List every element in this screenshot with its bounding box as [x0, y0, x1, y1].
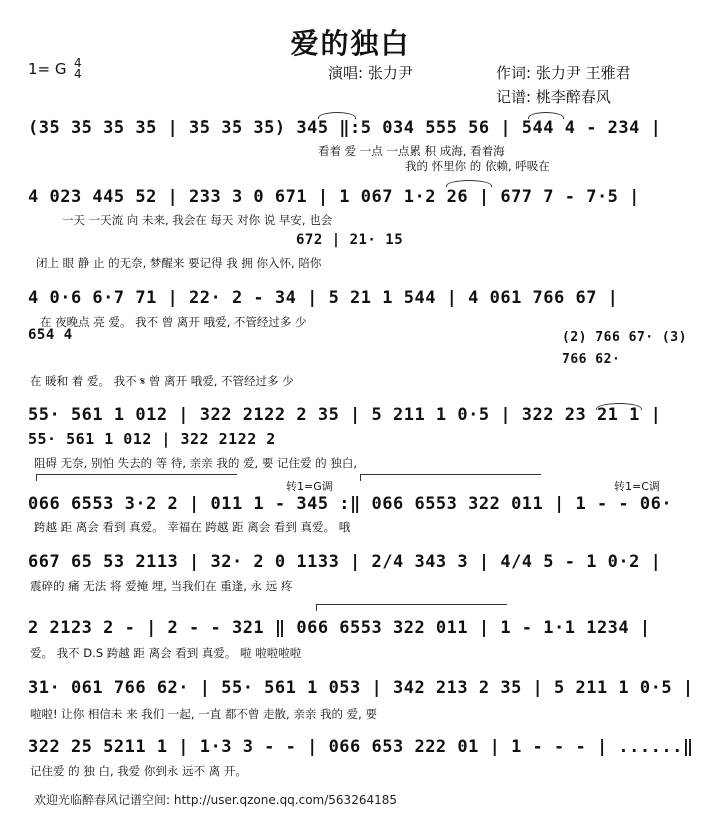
key-signature: 1= G [28, 60, 67, 78]
slur-mark [318, 112, 356, 119]
volta-bracket-2 [360, 474, 541, 481]
score-row-1: (3̇5 3̇5 3̇5 3̇5 | 3̇5 3̇5 3̇5) 345 ‖:5 034 555 56 | 544 4 - 234 | [28, 118, 662, 138]
lyrics-row-9: 啦啦! 让你 相信未 来 我们 一起, 一直 都不曾 走散, 亲亲 我的 爱, 要 [30, 707, 377, 721]
score-row-8: 2 2123 2 - | 2 - - 321 ‖ 066 6553 322 011 | 1 - 1·1 1234 | [28, 618, 651, 638]
time-signature [74, 58, 82, 80]
lyrics-row-1b: 我的 怀里你 的 依赖, 呼吸在 [405, 159, 550, 173]
modulation-label-c: 转1=C调 [614, 480, 660, 493]
volta-endings: (2) 766 67· (3) 766 62· [562, 330, 687, 367]
lyrics-row-5: 阻碍 无奈, 别怕 失去的 等 待, 亲亲 我的 爱, 要 记住爱 的 独白, [34, 456, 357, 470]
singer-credit: 演唱: 张力尹 [328, 64, 413, 82]
lyrics-row-2: 一天 一天流 向 未来, 我会在 每天 对你 说 早安, 也会 [62, 213, 333, 227]
modulation-label-g: 转1=G调 [286, 480, 333, 493]
slur-mark [596, 403, 642, 410]
score-row-6: 066 6553 3·2 2 | 011 1 - 345 :‖ 066 6553 322 011 | 1 - - 06· [28, 494, 673, 514]
score-row-5: 55· 561 1 012 | 322 2122 2 35 | 5 211 1 0·5 | 322 23 21 1 | [28, 405, 662, 425]
score-row-3: 4 0·6 6·7 71 | 22· 2 - 34 | 5 21 1 544 | 4 061 766 67 | [28, 288, 619, 308]
time-signature-bottom: 4 [74, 67, 82, 81]
lyrics-row-4: 在 暖和 着 爱。 我不 𝄋 曾 离开 哦爱, 不管经过多 少 [30, 374, 294, 388]
lyricist-credit: 作词: 张力尹 王雅君 [496, 64, 631, 82]
slur-mark [446, 180, 492, 187]
score-row-10: 322 25 5211 1 | 1·3 3 - - | 066 653 222 01 | 1 - - - | ......‖ [28, 737, 694, 757]
lyrics-row-10: 记住爱 的 独 白, 我爱 你到永 远不 离 开。 [30, 764, 247, 778]
volta-bracket-1 [36, 474, 237, 481]
footer-url-text: 欢迎光临醉春风记谱空间: http://user.qzone.qq.com/563264185 [34, 793, 398, 807]
alt-passage-row-2: 672 | 21· 15 [296, 232, 404, 248]
lyrics-row-8: 爱。 我不 D.S 跨越 距 离会 看到 真爱。 啦 啦啦啦啦 [30, 646, 302, 660]
slur-mark [528, 112, 564, 119]
volta-bracket-3 [316, 604, 507, 611]
time-signature-top: 4 [74, 56, 82, 70]
score-row-2: 4 023 445 52 | 233 3 0 671 | 1 067 1·2 26 | 677 7 - 7·5 | [28, 187, 640, 207]
score-row-5-alt: 55· 561 1 012 | 322 2122 2 [28, 430, 276, 448]
lyrics-row-6: 跨越 距 离会 看到 真爱。 幸福在 跨越 距 离会 看到 真爱。 哦 [34, 520, 351, 534]
lyrics-row-3-top: 闭上 眼 静 止 的无奈, 梦醒来 要记得 我 拥 你入怀, 陪你 [36, 256, 322, 270]
lyrics-row-7: 震碎的 痛 无法 将 爱掩 埋, 当我们在 重逢, 永 远 疼 [30, 579, 293, 593]
lyrics-row-1a: 看着 爱 一点 一点累 积 成海, 看着海 [318, 144, 505, 158]
score-row-9: 31· 061 766 62· | 55· 561 1 053 | 342 213 2 35 | 5 211 1 0·5 | [28, 678, 694, 698]
lyrics-row-3: 在 夜晚点 亮 爱。 我不 曾 离开 哦爱, 不管经过多 少 [40, 315, 307, 329]
alt-ending-row-3: 654 4 [28, 327, 73, 343]
song-title: 爱的独白 [290, 27, 411, 60]
score-row-7: 667 65 53 2113 | 32· 2 0 1133 | 2/4 343 3 | 4/4 5 - 1 0·2 | [28, 552, 662, 572]
transcriber-credit: 记谱: 桃李醉春风 [496, 88, 611, 106]
